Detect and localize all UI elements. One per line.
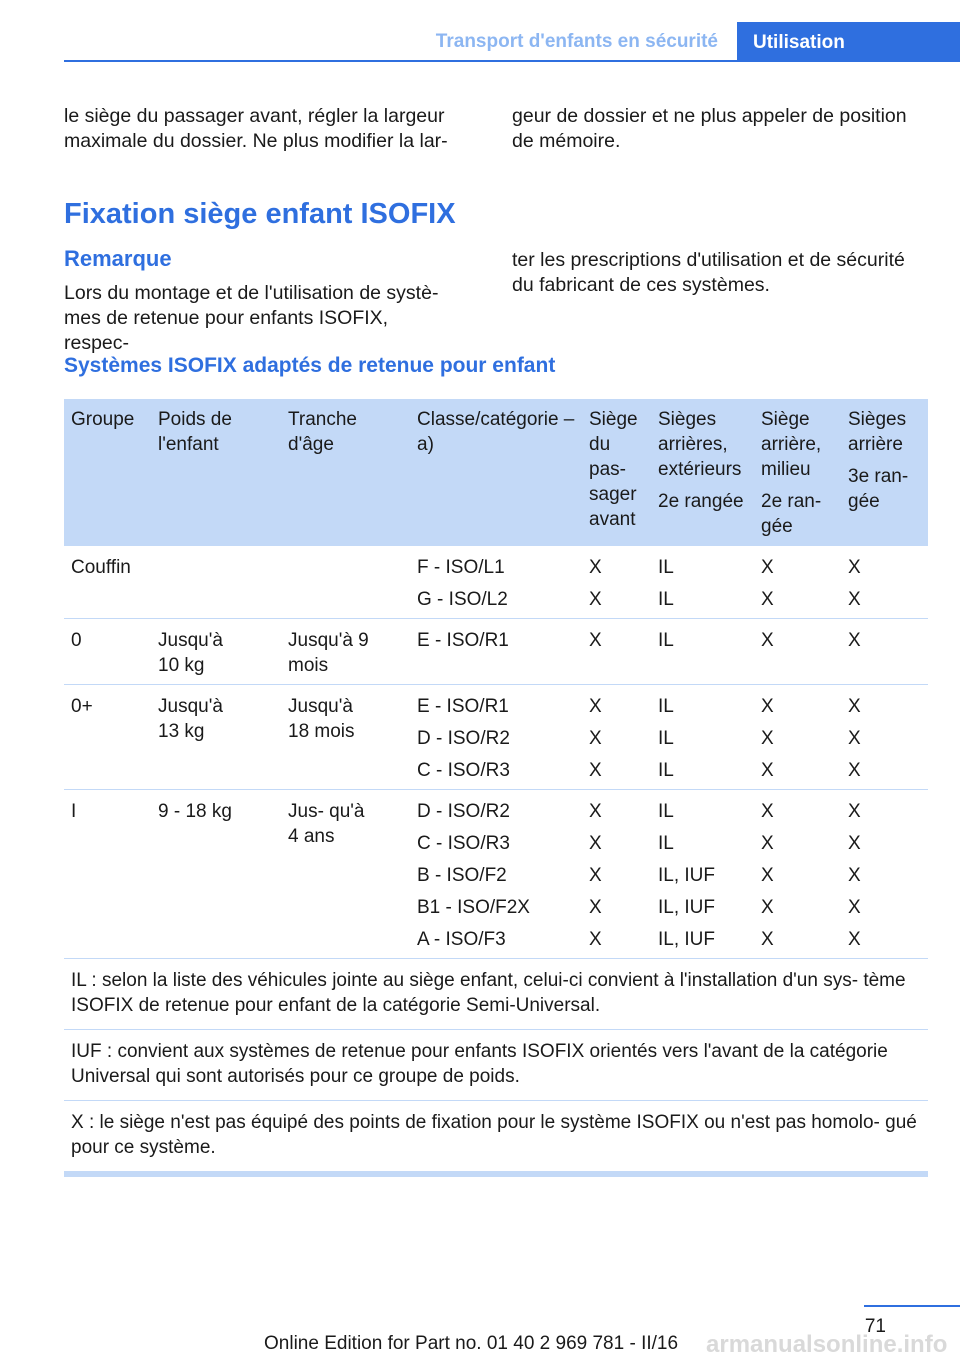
cell-line: C - ISO/R3: [417, 833, 510, 854]
cell-line: X: [848, 728, 861, 749]
cell-line: X: [761, 589, 774, 610]
table-bottom-rule: [64, 1172, 928, 1177]
cell-line: E - ISO/R1: [417, 630, 509, 651]
table-cell-classes: [417, 796, 582, 956]
cell-line: G - ISO/L2: [417, 589, 508, 610]
cell-line: X: [848, 589, 861, 610]
cell-line: F - ISO/L1: [417, 557, 505, 578]
table-cell-arriere3: [848, 625, 920, 657]
table-note-x: X : le siège n'est pas équipé des points de fixation pour le système ISOFIX ou n'est pas homolo- gué pour ce système.: [64, 1101, 928, 1172]
cell-line: X: [589, 897, 602, 918]
cell-line: X: [848, 897, 861, 918]
table-cell-arriere3: [848, 796, 920, 956]
cell-line: A - ISO/F3: [417, 929, 506, 950]
table-cell-arriere3: [848, 552, 920, 616]
cell-line: X: [761, 696, 774, 717]
cell-line: X: [589, 696, 602, 717]
header-section-title: Transport d'enfants en sécurité: [435, 31, 718, 52]
cell-line: X: [848, 833, 861, 854]
cell-line: IL, IUF: [658, 865, 716, 886]
table-row: [64, 619, 928, 685]
table-cell-exterieurs: [658, 691, 750, 787]
cell-line: X: [589, 630, 602, 651]
table-cell-age: Jusqu'à 18 mois: [288, 696, 355, 742]
cell-line: X: [589, 929, 602, 950]
table-cell-milieu: [761, 552, 831, 616]
cell-line: X: [761, 833, 774, 854]
page-header: [0, 0, 960, 62]
header-passager: Siège du pas- sager avant: [589, 409, 638, 530]
table-cell-passager: [589, 691, 645, 787]
table-cell-classes: [417, 625, 582, 657]
cell-line: X: [848, 801, 861, 822]
cell-line: X: [848, 557, 861, 578]
table-row: [64, 685, 928, 790]
table-cell-groupe: Couffin: [71, 557, 131, 578]
table-cell-poids: Jusqu'à 13 kg: [158, 696, 223, 742]
table-header-row: [64, 399, 928, 546]
cell-line: X: [761, 929, 774, 950]
cell-line: X: [589, 801, 602, 822]
table-cell-arriere3: [848, 691, 920, 787]
cell-line: X: [761, 760, 774, 781]
header-exterieurs: Sièges arrières, extérieurs 2e rangée: [658, 409, 744, 512]
cell-line: X: [848, 865, 861, 886]
cell-line: X: [589, 728, 602, 749]
table-cell-age: Jus- qu'à 4 ans: [288, 801, 365, 847]
page-number: 71: [864, 1316, 886, 1337]
isofix-table: [64, 399, 928, 1177]
cell-line: IL: [658, 760, 674, 781]
cell-line: IL: [658, 833, 674, 854]
header-groupe: Groupe: [71, 409, 135, 430]
cell-line: X: [589, 760, 602, 781]
cell-line: C - ISO/R3: [417, 760, 510, 781]
cell-line: X: [848, 929, 861, 950]
footer-rule: [864, 1305, 960, 1307]
note-right-column: [512, 248, 924, 298]
table-cell-exterieurs: [658, 796, 750, 956]
header-poids: Poids de l'enfant: [158, 409, 232, 455]
intro-left-column: [64, 104, 456, 154]
intro-right-text: geur de dossier et ne plus appeler de position de mémoire.: [512, 105, 907, 152]
table-cell-milieu: [761, 625, 831, 657]
table-cell-classes: [417, 552, 582, 616]
header-rule: [64, 60, 960, 62]
section-heading: Fixation siège enfant ISOFIX: [64, 198, 456, 230]
intro-right-column: [512, 104, 924, 154]
cell-line: IL: [658, 630, 674, 651]
cell-line: IL: [658, 728, 674, 749]
note-title: Remarque: [64, 246, 172, 271]
cell-line: IL: [658, 801, 674, 822]
cell-line: B1 - ISO/F2X: [417, 897, 530, 918]
table-cell-passager: [589, 625, 645, 657]
cell-line: X: [761, 630, 774, 651]
table-cell-milieu: [761, 796, 831, 956]
table-cell-age: Jusqu'à 9 mois: [288, 630, 369, 676]
intro-left-text: le siège du passager avant, régler la largeur maximale du dossier. Ne plus modifier la lar-: [64, 105, 448, 152]
cell-line: E - ISO/R1: [417, 696, 509, 717]
header-milieu: Siège arrière, milieu 2e ran- gée: [761, 409, 822, 537]
table-row: [64, 546, 928, 619]
note-right-text: ter les prescriptions d'utilisation et de sécurité du fabricant de ces systèmes.: [512, 249, 905, 296]
cell-line: X: [761, 557, 774, 578]
cell-line: X: [589, 557, 602, 578]
cell-line: X: [848, 760, 861, 781]
cell-line: X: [761, 728, 774, 749]
cell-line: IL, IUF: [658, 897, 716, 918]
table-cell-groupe: 0: [71, 630, 82, 651]
table-cell-poids: Jusqu'à 10 kg: [158, 630, 223, 676]
header-classe: Classe/catégorie – a): [417, 409, 575, 455]
header-arriere3: Sièges arrière 3e ran- gée: [848, 409, 909, 512]
table-cell-passager: [589, 552, 645, 616]
table-body: [64, 546, 928, 959]
note-left-text: Lors du montage et de l'utilisation de systè- mes de retenue pour enfants ISOFIX, respec-: [64, 282, 439, 354]
header-tab: Utilisation: [737, 22, 960, 62]
cell-line: B - ISO/F2: [417, 865, 507, 886]
table-cell-passager: [589, 796, 645, 956]
cell-line: X: [761, 801, 774, 822]
note-left-column: [64, 281, 456, 356]
cell-line: X: [761, 897, 774, 918]
cell-line: X: [589, 833, 602, 854]
cell-line: X: [589, 589, 602, 610]
table-cell-classes: [417, 691, 582, 787]
table-cell-groupe: 0+: [71, 696, 93, 717]
cell-line: X: [589, 865, 602, 886]
table-cell-exterieurs: [658, 552, 750, 616]
cell-line: D - ISO/R2: [417, 728, 510, 749]
cell-line: X: [848, 696, 861, 717]
edition-footer: Online Edition for Part no. 01 40 2 969 781 - II/16: [264, 1333, 679, 1354]
table-cell-exterieurs: [658, 625, 750, 657]
watermark: armanualsonline.info: [706, 1331, 948, 1358]
table-heading: Systèmes ISOFIX adaptés de retenue pour enfant: [64, 354, 556, 377]
cell-line: IL: [658, 696, 674, 717]
table-note-iuf: IUF : convient aux systèmes de retenue pour enfants ISOFIX orientés vers l'avant de la catégorie Universal qui sont autorisés pour ce groupe de poids.: [64, 1030, 928, 1101]
table-cell-groupe: I: [71, 801, 77, 822]
table-row: [64, 790, 928, 959]
cell-line: D - ISO/R2: [417, 801, 510, 822]
header-age: Tranche d'âge: [288, 409, 357, 455]
table-cell-poids: 9 - 18 kg: [158, 801, 232, 822]
table-cell-milieu: [761, 691, 831, 787]
cell-line: X: [761, 865, 774, 886]
cell-line: IL: [658, 589, 674, 610]
table-note-il: IL : selon la liste des véhicules jointe au siège enfant, celui-ci convient à l'installation d'un sys- tème ISOFIX de retenue pour enfant de la catégorie Semi-Universal.: [64, 959, 928, 1030]
cell-line: IL, IUF: [658, 929, 716, 950]
cell-line: X: [848, 630, 861, 651]
cell-line: IL: [658, 557, 674, 578]
